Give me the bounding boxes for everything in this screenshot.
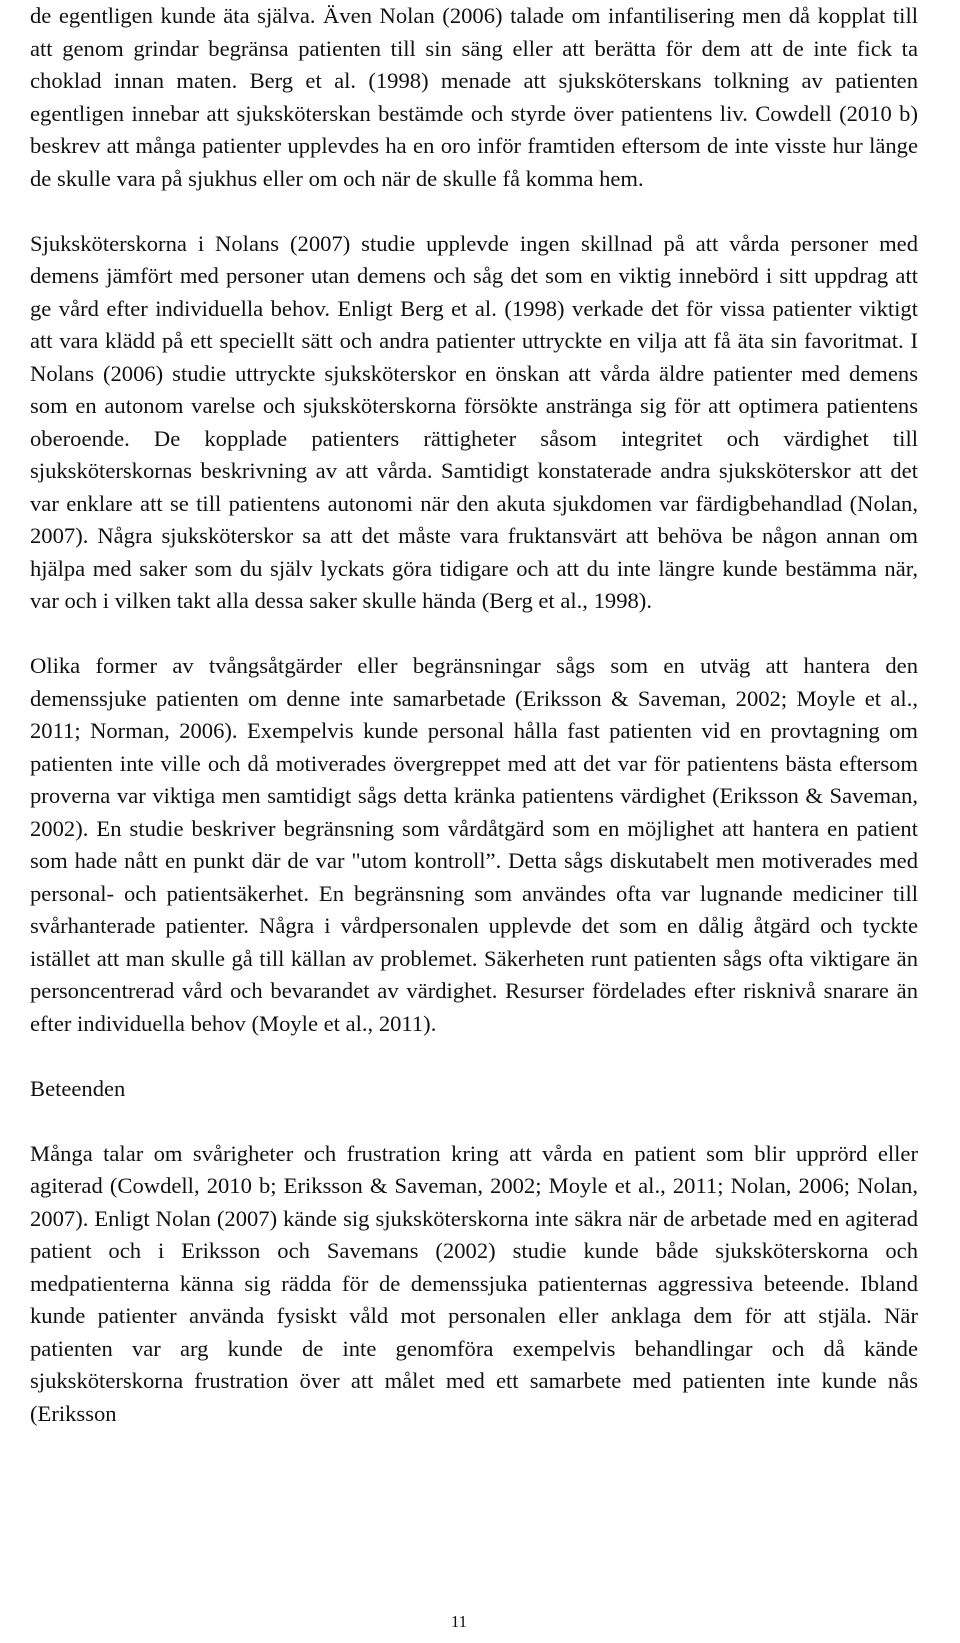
- paragraph-gap: [30, 1040, 918, 1073]
- paragraph-gap: [30, 195, 918, 228]
- section-heading: Beteenden: [30, 1075, 126, 1101]
- document-page: [30, 0, 918, 1430]
- paragraph-4: Många talar om svårigheter och frustration kring att vårda en patient som blir upprörd eller agiterad (Cowdell, 2010 b; Eriksson & Saveman, 2002; Moyle et al., 2011; Nolan, 2006; Nolan, 2007). Enligt Nolan (2007) kände sig sjuksköterskorna inte säkra när de arbetade med en agiterad patient och i Eriksson och Savemans (2002) studie kunde både sjuksköterskorna och medpatienterna känna sig rädda för de demenssjuka patienternas aggressiva beteende. Ibland kunde patienter använda fysiskt våld mot personalen eller anklaga dem för att stjäla. När patienten var arg kunde de inte genomföra exempelvis behandlingar och då kände sjuksköterskorna frustration över att målet med ett samarbete med patienten inte kunde nås (Eriksson: [30, 1140, 918, 1426]
- paragraph-gap: [30, 1105, 918, 1138]
- paragraph-1: de egentligen kunde äta själva. Även Nolan (2006) talade om infantilisering men då kopplat till att genom grindar begränsa patienten till sin säng eller att berätta för dem att de inte fick ta choklad innan maten. Berg et al. (1998) menade att sjuksköterskans tolkning av patienten egentligen innebar att sjuksköterskan bestämde och styrde över patientens liv. Cowdell (2010 b) beskrev att många patienter upplevdes ha en oro inför framtiden eftersom de inte visste hur länge de skulle vara på sjukhus eller om och när de skulle få komma hem.: [30, 3, 918, 191]
- paragraph-gap: [30, 618, 918, 651]
- paragraph-2: Sjuksköterskorna i Nolans (2007) studie upplevde ingen skillnad på att vårda personer med demens jämfört med personer utan demens och såg det som en viktig innebörd i sitt uppdrag att ge vård efter individuella behov. Enligt Berg et al. (1998) verkade det för vissa patienter viktigt att vara klädd på ett speciellt sätt och andra patienter uttryckte en vilja att få äta sin favoritmat. I Nolans (2006) studie uttryckte sjuksköterskor en önskan att vårda äldre patienter med demens som en autonom varelse och sjuksköterskorna försökte anstränga sig för att optimera patientens oberoende. De kopplade patienters rättigheter såsom integritet och värdighet till sjuksköterskornas beskrivning av att vårda. Samtidigt konstaterade andra sjuksköterskor att det var enklare att se till patientens autonomi när den akuta sjukdomen var färdigbehandlad (Nolan, 2007). Några sjuksköterskor sa att det måste vara fruktansvärt att behöva be någon annan om hjälpa med saker som du själv lyckats göra tidigare och att du inte längre kunde bestämma när, var och i vilken takt alla dessa saker skulle hända (Berg et al., 1998).: [30, 230, 918, 613]
- page-number: 11: [450, 1612, 468, 1631]
- paragraph-3: Olika former av tvångsåtgärder eller begränsningar sågs som en utväg att hantera den demenssjuke patienten om denne inte samarbetade (Eriksson & Saveman, 2002; Moyle et al., 2011; Norman, 2006). Exempelvis kunde personal hålla fast patienten vid en provtagning om patienten inte ville och då motiverades övergreppet med att det var för patientens bästa eftersom proverna var viktiga men samtidigt sågs detta kränka patientens värdighet (Eriksson & Saveman, 2002). En studie beskriver begränsning som vårdåtgärd som en möjlighet att hantera en patient som hade nått en punkt där de var "utom kontroll”. Detta sågs diskutabelt men motiverades med personal- och patientsäkerhet. En begränsning som användes ofta var lugnande mediciner till svårhanterade patienter. Några i vårdpersonalen upplevde det som en dålig åtgärd och tyckte istället att man skulle gå till källan av problemet. Säkerheten runt patienten sågs ofta viktigare än personcentrerad vård och bevarandet av värdighet. Resurser fördelades efter risknivå snarare än efter individuella behov (Moyle et al., 2011).: [30, 653, 918, 1036]
